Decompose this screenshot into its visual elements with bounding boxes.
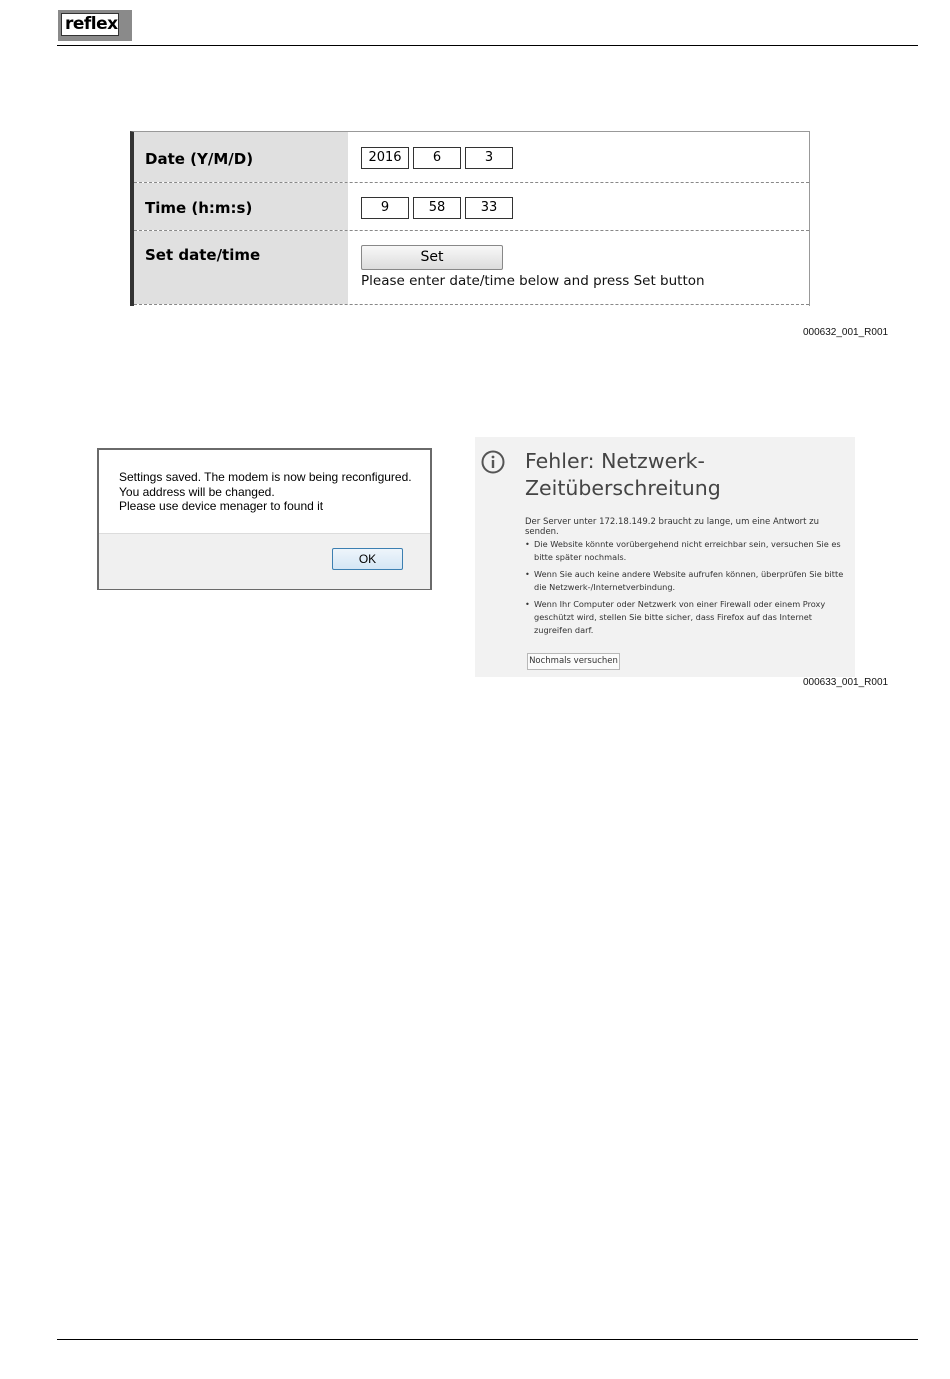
set-area xyxy=(348,231,809,304)
error-description: Der Server unter 172.18.149.2 braucht zu lange, um eine Antwort zu senden. xyxy=(525,517,820,537)
error-suggestions xyxy=(525,538,845,641)
dialog-line: Please use device menager to found it xyxy=(119,499,324,513)
dialog-line: You address will be changed. xyxy=(119,484,275,499)
datetime-panel xyxy=(130,131,810,306)
second-field[interactable]: 33 xyxy=(465,197,513,219)
date-fields xyxy=(348,132,809,182)
date-row xyxy=(134,132,809,183)
date-label: Date (Y/M/D) xyxy=(134,132,348,182)
time-row xyxy=(134,183,809,231)
figure-code: 000632_001_R001 xyxy=(803,327,889,338)
settings-saved-dialog xyxy=(97,448,432,590)
set-label: Set date/time xyxy=(134,231,348,304)
month-field[interactable]: 6 xyxy=(413,147,461,169)
time-label: Time (h:m:s) xyxy=(134,183,348,230)
set-hint: Please enter date/time below and press Set button xyxy=(361,273,705,289)
error-title-line: Zeitüberschreitung xyxy=(525,476,721,500)
retry-button[interactable]: Nochmals versuchen xyxy=(527,653,620,670)
dialog-line: Settings saved. The modem is now being reconfigured. xyxy=(119,470,412,484)
set-row xyxy=(134,231,809,305)
error-title xyxy=(525,448,845,502)
info-icon xyxy=(481,450,505,474)
dialog-message xyxy=(99,450,430,533)
brand-logo xyxy=(58,10,132,41)
error-title-line: Fehler: Netzwerk- xyxy=(525,449,705,473)
dialog-footer xyxy=(99,533,430,589)
day-field[interactable]: 3 xyxy=(465,147,513,169)
set-button[interactable]: Set xyxy=(361,245,503,270)
list-item: • Wenn Ihr Computer oder Netzwerk von einer Firewall oder einem Proxy geschützt wird, stellen Sie bitte sicher, dass Firefox auf das Internet zugreifen darf. xyxy=(525,598,845,637)
firefox-error-page xyxy=(475,437,855,677)
logo-text: reflex xyxy=(61,13,119,36)
year-field[interactable]: 2016 xyxy=(361,147,409,169)
ok-button[interactable]: OK xyxy=(332,548,403,570)
header-rule xyxy=(57,45,918,46)
time-fields xyxy=(348,183,809,230)
list-item: • Wenn Sie auch keine andere Website aufrufen können, überprüfen Sie bitte die Netzwerk-/Internetverbindung. xyxy=(525,568,845,594)
minute-field[interactable]: 58 xyxy=(413,197,461,219)
list-item: • Die Website könnte vorübergehend nicht erreichbar sein, versuchen Sie es bitte später nochmals. xyxy=(525,538,845,564)
figure-code: 000633_001_R001 xyxy=(803,677,889,688)
hour-field[interactable]: 9 xyxy=(361,197,409,219)
footer-rule xyxy=(57,1339,918,1340)
